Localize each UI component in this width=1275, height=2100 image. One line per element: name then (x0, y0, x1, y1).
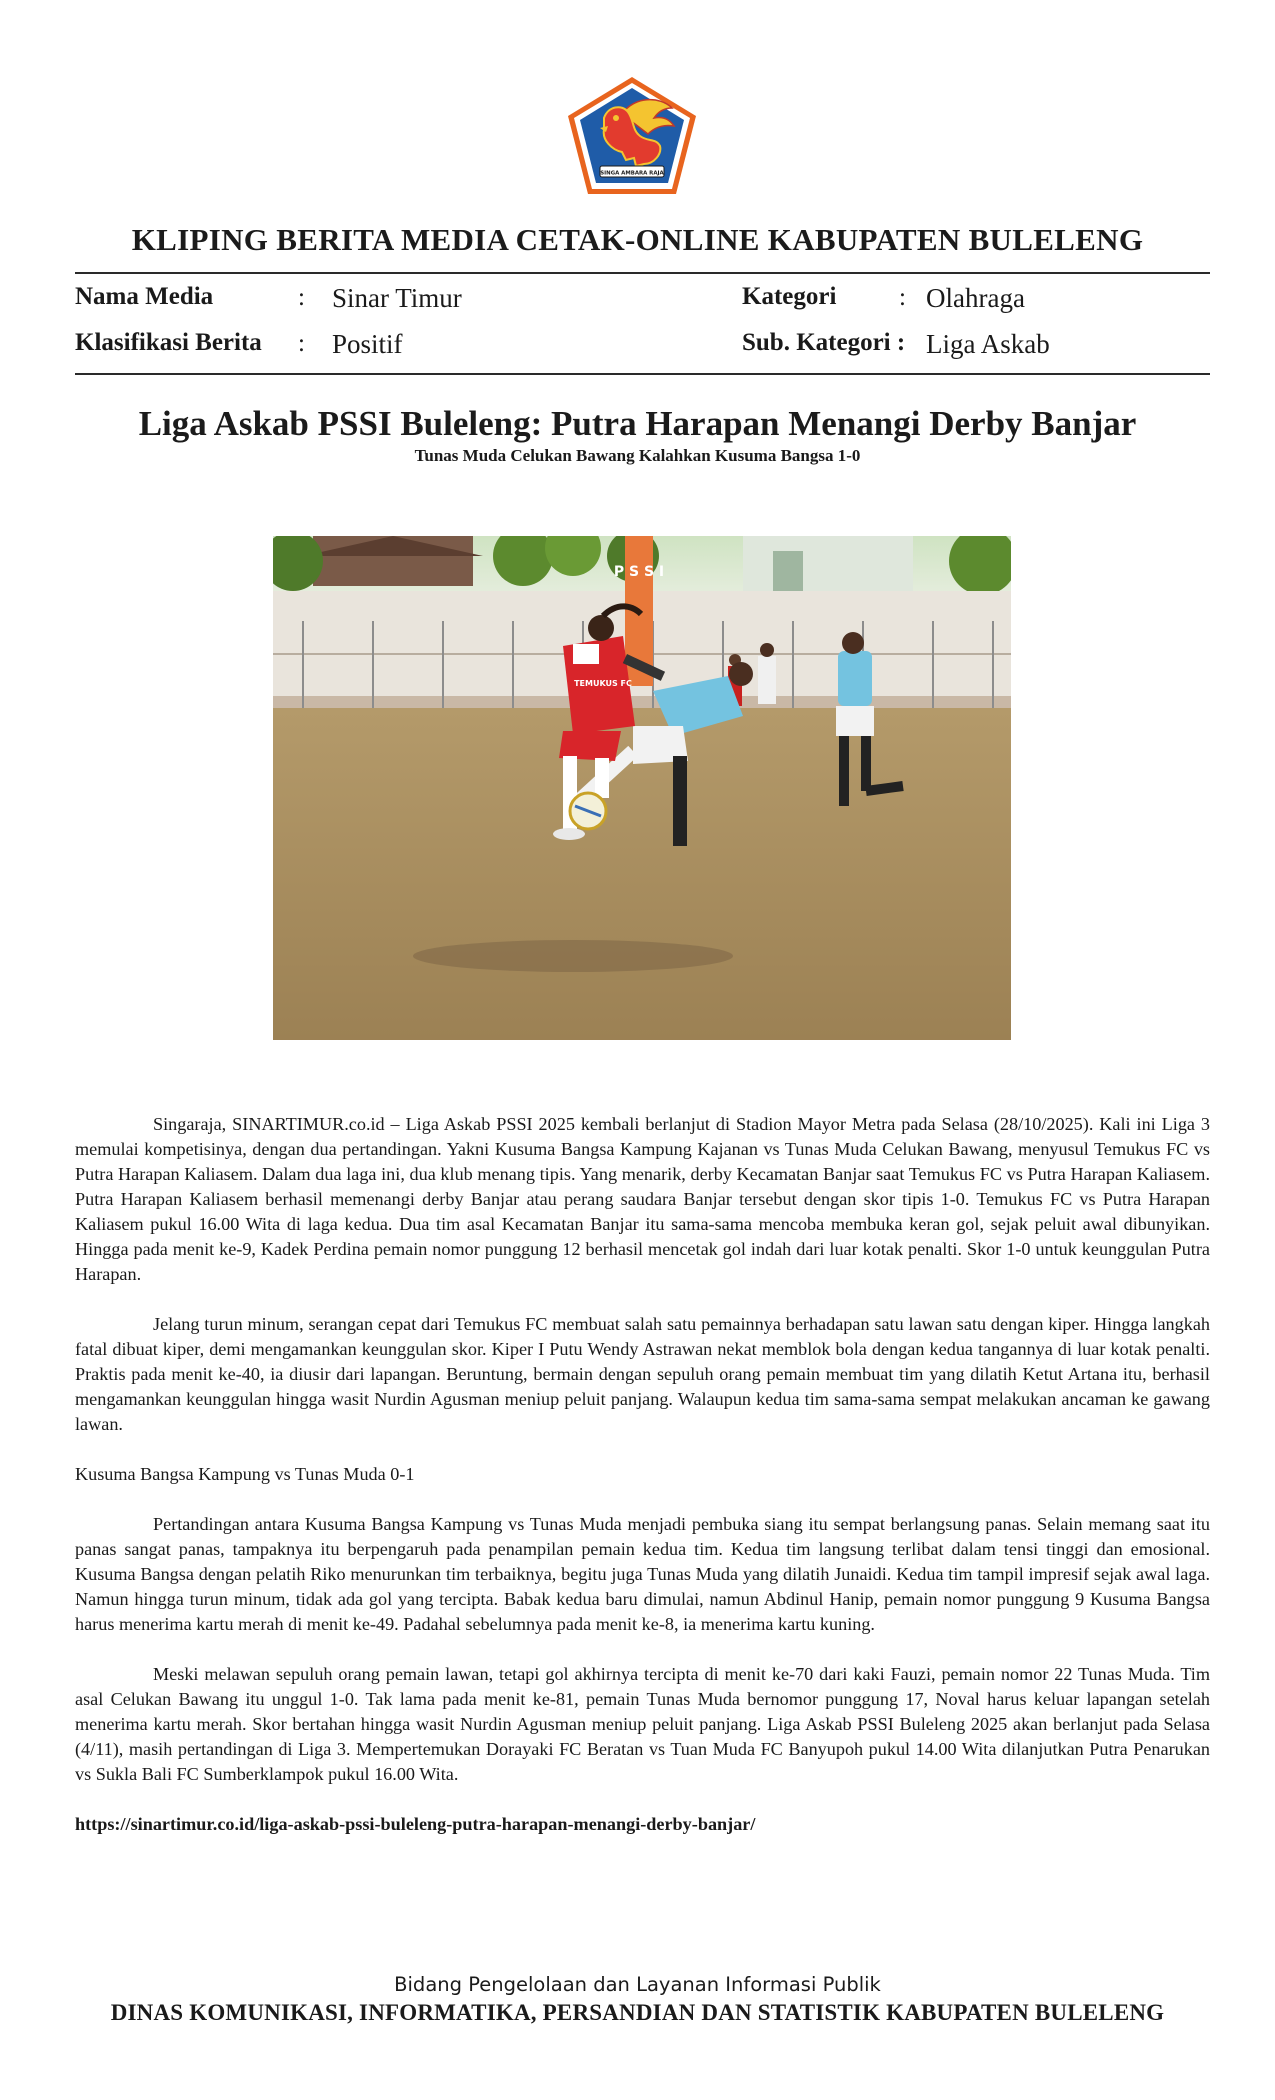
article-body (75, 1112, 1210, 1862)
classification-label: Klasifikasi Berita (75, 329, 262, 356)
colon: : (298, 330, 305, 357)
article-paragraph: Singaraja, SINARTIMUR.co.id – Liga Askab PSSI 2025 kembali berlanjut di Stadion Mayor Metra pada Selasa (28/10/2025). Kali ini Liga 3 memulai kompetisinya, dengan dua pertandingan. Yakni Kusuma Bangsa Kampung Kajanan vs Tunas Muda Celukan Bawang, menyusul Temukus FC vs Putra Harapan Kaliasem. Dalam dua laga ini, dua klub menang tipis. Yang menarik, derby Kecamatan Banjar saat Temukus FC vs Putra Harapan Kaliasem. Putra Harapan Kaliasem berhasil memenangi derby Banjar atau perang saudara Banjar tersebut dengan skor tipis 1-0. Temukus FC vs Putra Harapan Kaliasem pukul 16.00 Wita di laga kedua. Dua tim asal Kecamatan Banjar itu sama-sama mencoba membuka keran gol, sejak peluit awal dibunyikan. Hingga pada menit ke-9, Kadek Perdina pemain nomor punggung 12 berhasil mencetak gol indah dari luar kotak penalti. Skor 1-0 untuk keunggulan Putra Harapan. (75, 1114, 1210, 1284)
article-paragraph: Meski melawan sepuluh orang pemain lawan, tetapi gol akhirnya tercipta di menit ke-70 dari kaki Fauzi, pemain nomor 22 Tunas Muda. Tim asal Celukan Bawang itu unggul 1-0. Tak lama pada menit ke-81, pemain Tunas Muda bernomor punggung 17, Noval harus keluar lapangan setelah menerima kartu merah. Skor bertahan hingga wasit Nurdin Agusman meniup peluit panjang. Liga Askab PSSI Buleleng 2025 akan berlanjut pada Selasa (4/11), masih pertandingan di Liga 3. Mempertemukan Dorayaki FC Beratan vs Tuan Muda FC Banyupoh pukul 14.00 Wita dilanjutkan Putra Penarukan vs Sukla Bali FC Sumberklampok pukul 16.00 Wita. (75, 1664, 1210, 1784)
buleleng-emblem-logo (564, 74, 700, 200)
subcategory-value: Liga Askab (926, 329, 1050, 359)
media-name-value: Sinar Timur (332, 283, 462, 313)
svg-text:SINGA AMBARA RAJA: SINGA AMBARA RAJA (600, 170, 664, 177)
jersey-text: TEMUKUS FC (574, 679, 632, 688)
footer-department: Bidang Pengelolaan dan Layanan Informasi Publik (394, 1973, 881, 1996)
football-match-photo (273, 536, 1011, 1040)
media-name-label: Nama Media (75, 283, 214, 310)
colon: : (298, 284, 305, 311)
source-link[interactable]: https://sinartimur.co.id/liga-askab-pssi-buleleng-putra-harapan-menangi-derby-banjar/ (75, 1814, 756, 1834)
article-paragraph: Jelang turun minum, serangan cepat dari Temukus FC membuat salah satu pemainnya berhadapan satu lawan satu dengan kiper. Hingga langkah fatal dibuat kiper, demi mengamankan keunggulan skor. Kiper I Putu Wendy Astrawan nekat memblok bola dengan kedua tangannya di luar kotak penalti. Praktis pada menit ke-40, ia diusir dari lapangan. Beruntung, bermain dengan sepuluh orang pemain membuat tim yang dilatih Ketut Artana itu, berhasil mengamankan keunggulan hingga wasit Nurdin Agusman meniup peluit panjang. Walaupun kedua tim sama-sama sempat melakukan ancaman ke gawang lawan. (75, 1314, 1210, 1434)
meta-divider (75, 373, 1210, 375)
footer-agency: DINAS KOMUNIKASI, INFORMATIKA, PERSANDIAN DAN STATISTIK KABUPATEN BULELENG (110, 2000, 1165, 2025)
header-divider (75, 272, 1210, 274)
classification-value: Positif (332, 329, 403, 359)
article-subheadline: Tunas Muda Celukan Bawang Kalahkan Kusuma Bangsa 1-0 (414, 446, 861, 465)
stadium-banner-text: P S S I (613, 564, 665, 580)
category-label: Kategori (742, 283, 837, 310)
article-headline: Liga Askab PSSI Buleleng: Putra Harapan Menangi Derby Banjar (138, 404, 1137, 443)
article-paragraph: Pertandingan antara Kusuma Bangsa Kampung vs Tunas Muda menjadi pembuka siang itu sempat berlangsung panas. Selain memang saat itu panas sangat panas, tampaknya itu berpengaruh pada penampilan pemain kedua tim. Kedua tim langsung terlibat dalam tensi tinggi dan emosional. Kusuma Bangsa dengan pelatih Riko menurunkan tim terbaiknya, begitu juga Tunas Muda yang dilatih Junaidi. Kedua tim tampil impresif sejak awal laga. Namun hingga turun minum, tidak ada gol yang tercipta. Babak kedua baru dimulai, namun Abdinul Hanip, pemain nomor punggung 9 Kusuma Bangsa harus menerima kartu merah di menit ke-49. Padahal sebelumnya pada menit ke-8, ia menerima kartu kuning. (75, 1514, 1210, 1634)
category-value: Olahraga (926, 283, 1025, 313)
page-title: KLIPING BERITA MEDIA CETAK-ONLINE KABUPATEN BULELENG (131, 222, 1144, 257)
colon: : (899, 284, 906, 311)
section-subtitle: Kusuma Bangsa Kampung vs Tunas Muda 0-1 (75, 1464, 415, 1484)
subcategory-label: Sub. Kategori : (742, 329, 906, 356)
